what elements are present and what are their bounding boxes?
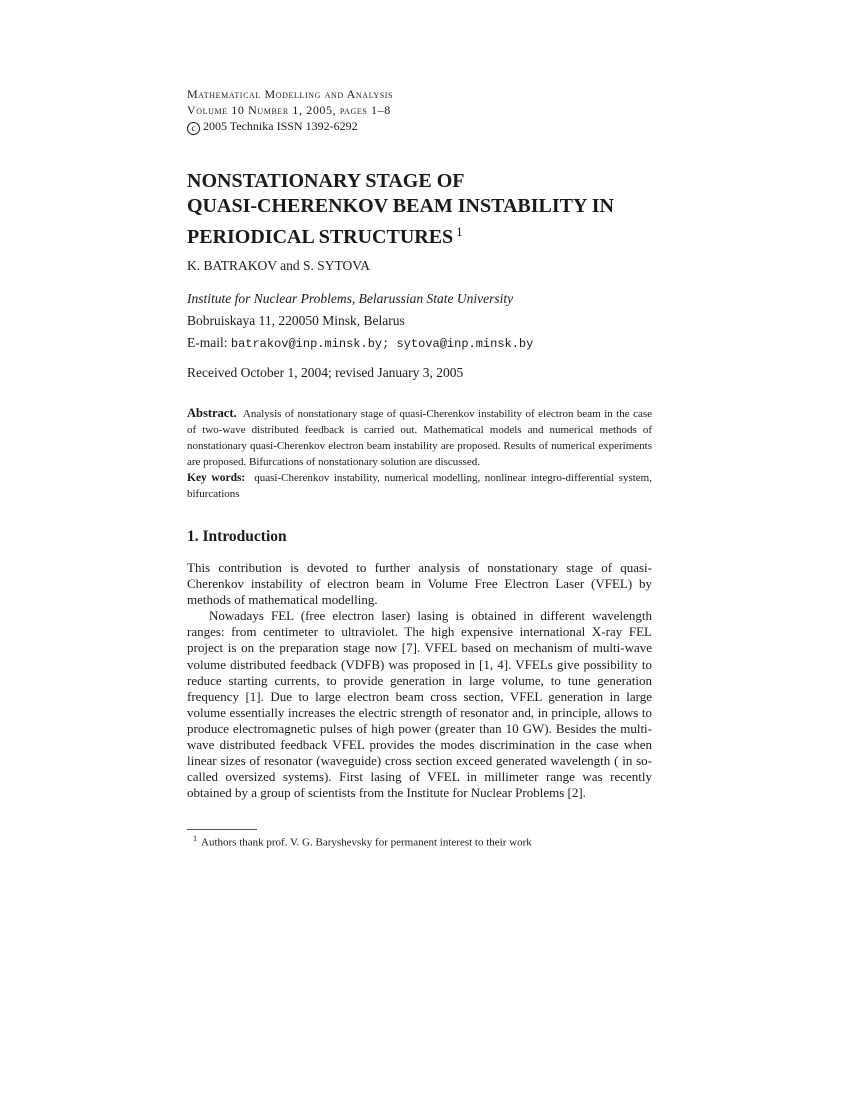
address: Bobruiskaya 11, 220050 Minsk, Belarus xyxy=(187,313,405,328)
abstract-text: Analysis of nonstationary stage of quasi-Cherenkov instability of electron beam in the case of two-wave distributed feedback is carried out. Mathematical models and numerical methods of nonstationary quasi-Cherenkov electron beam instability are proposed. Results of numerical experiments are proposed. Bifurcations of nonstationary solution are discussed. xyxy=(187,408,652,468)
footnote-text: Authors thank prof. V. G. Baryshevsky for permanent interest to their work xyxy=(201,836,532,849)
journal-copyright xyxy=(187,118,393,135)
received-dates: Received October 1, 2004; revised January 3, 2005 xyxy=(187,365,464,380)
abstract-paragraph xyxy=(187,405,652,470)
footnote xyxy=(193,834,532,849)
section-heading: 1. Introduction xyxy=(187,528,287,545)
paragraph: Nowadays FEL (free electron laser) lasing is obtained in different wavelength ranges: from centimeter to ultraviolet. The high expensive international X-ray FEL project is on the preparation stage now [7]. VFEL based on mechanism of multi-wave volume distributed feedback (VDFB) was proposed in [1, 4]. VFELs give possibility to reduce starting currents, to provide generation in large volume, to tune generation frequency [1]. Due to large electron beam cross section, VFEL generation in large volume essentially increases the electric strength of resonator and, in principle, allows to produce electromagnetic pulses of high power (greater than 10 GW). Besides the multi-wave distributed feedback VFEL provides the modes discrimination in the case when linear sizes of resonator (waveguide) cross section exceed generated wavelength ( in so-called oversized systems). First lasing of VFEL in millimeter range was recently obtained by a group of scientists from the Institute for Nuclear Problems [2]. xyxy=(187,608,652,801)
paragraph: This contribution is devoted to further analysis of nonstationary stage of quasi-Cherenkov instability of electron beam in Volume Free Electron Laser (VFEL) by methods of mathematical modelling. xyxy=(187,560,652,608)
copyright-icon: c xyxy=(187,122,200,135)
journal-volume: Volume 10 Number 1, 2005, pages 1–8 xyxy=(187,103,391,117)
keywords-text: quasi-Cherenkov instability, numerical modelling, nonlinear integro-differential system, bifurcations xyxy=(187,472,652,500)
institute: Institute for Nuclear Problems, Belarussian State University xyxy=(187,291,514,306)
abstract xyxy=(187,405,652,502)
journal-name: Mathematical Modelling and Analysis xyxy=(187,87,394,101)
body-text xyxy=(187,560,652,801)
keywords xyxy=(187,470,652,502)
title-line: PERIODICAL STRUCTURES $^1$ xyxy=(187,224,463,248)
journal-header xyxy=(187,86,393,135)
title-line: NONSTATIONARY STAGE OF xyxy=(187,170,465,192)
paper-title xyxy=(187,169,652,250)
copyright-text: 2005 Technika ISSN 1392-6292 xyxy=(203,119,358,133)
affiliation xyxy=(187,288,533,355)
title-line: QUASI-CHERENKOV BEAM INSTABILITY IN xyxy=(187,195,614,217)
keywords-label: Key words: xyxy=(187,472,246,484)
email-label: E-mail: xyxy=(187,335,228,350)
authors: K. BATRAKOV and S. SYTOVA xyxy=(187,258,371,273)
footnote-mark: 1 xyxy=(193,834,197,843)
email-addresses: batrakov@inp.minsk.by; sytova@inp.minsk.by xyxy=(230,337,534,351)
footnote-rule xyxy=(187,829,257,830)
title-footnote-mark: 1 xyxy=(456,224,463,239)
email-line xyxy=(187,332,533,355)
abstract-label: Abstract. xyxy=(187,406,237,420)
